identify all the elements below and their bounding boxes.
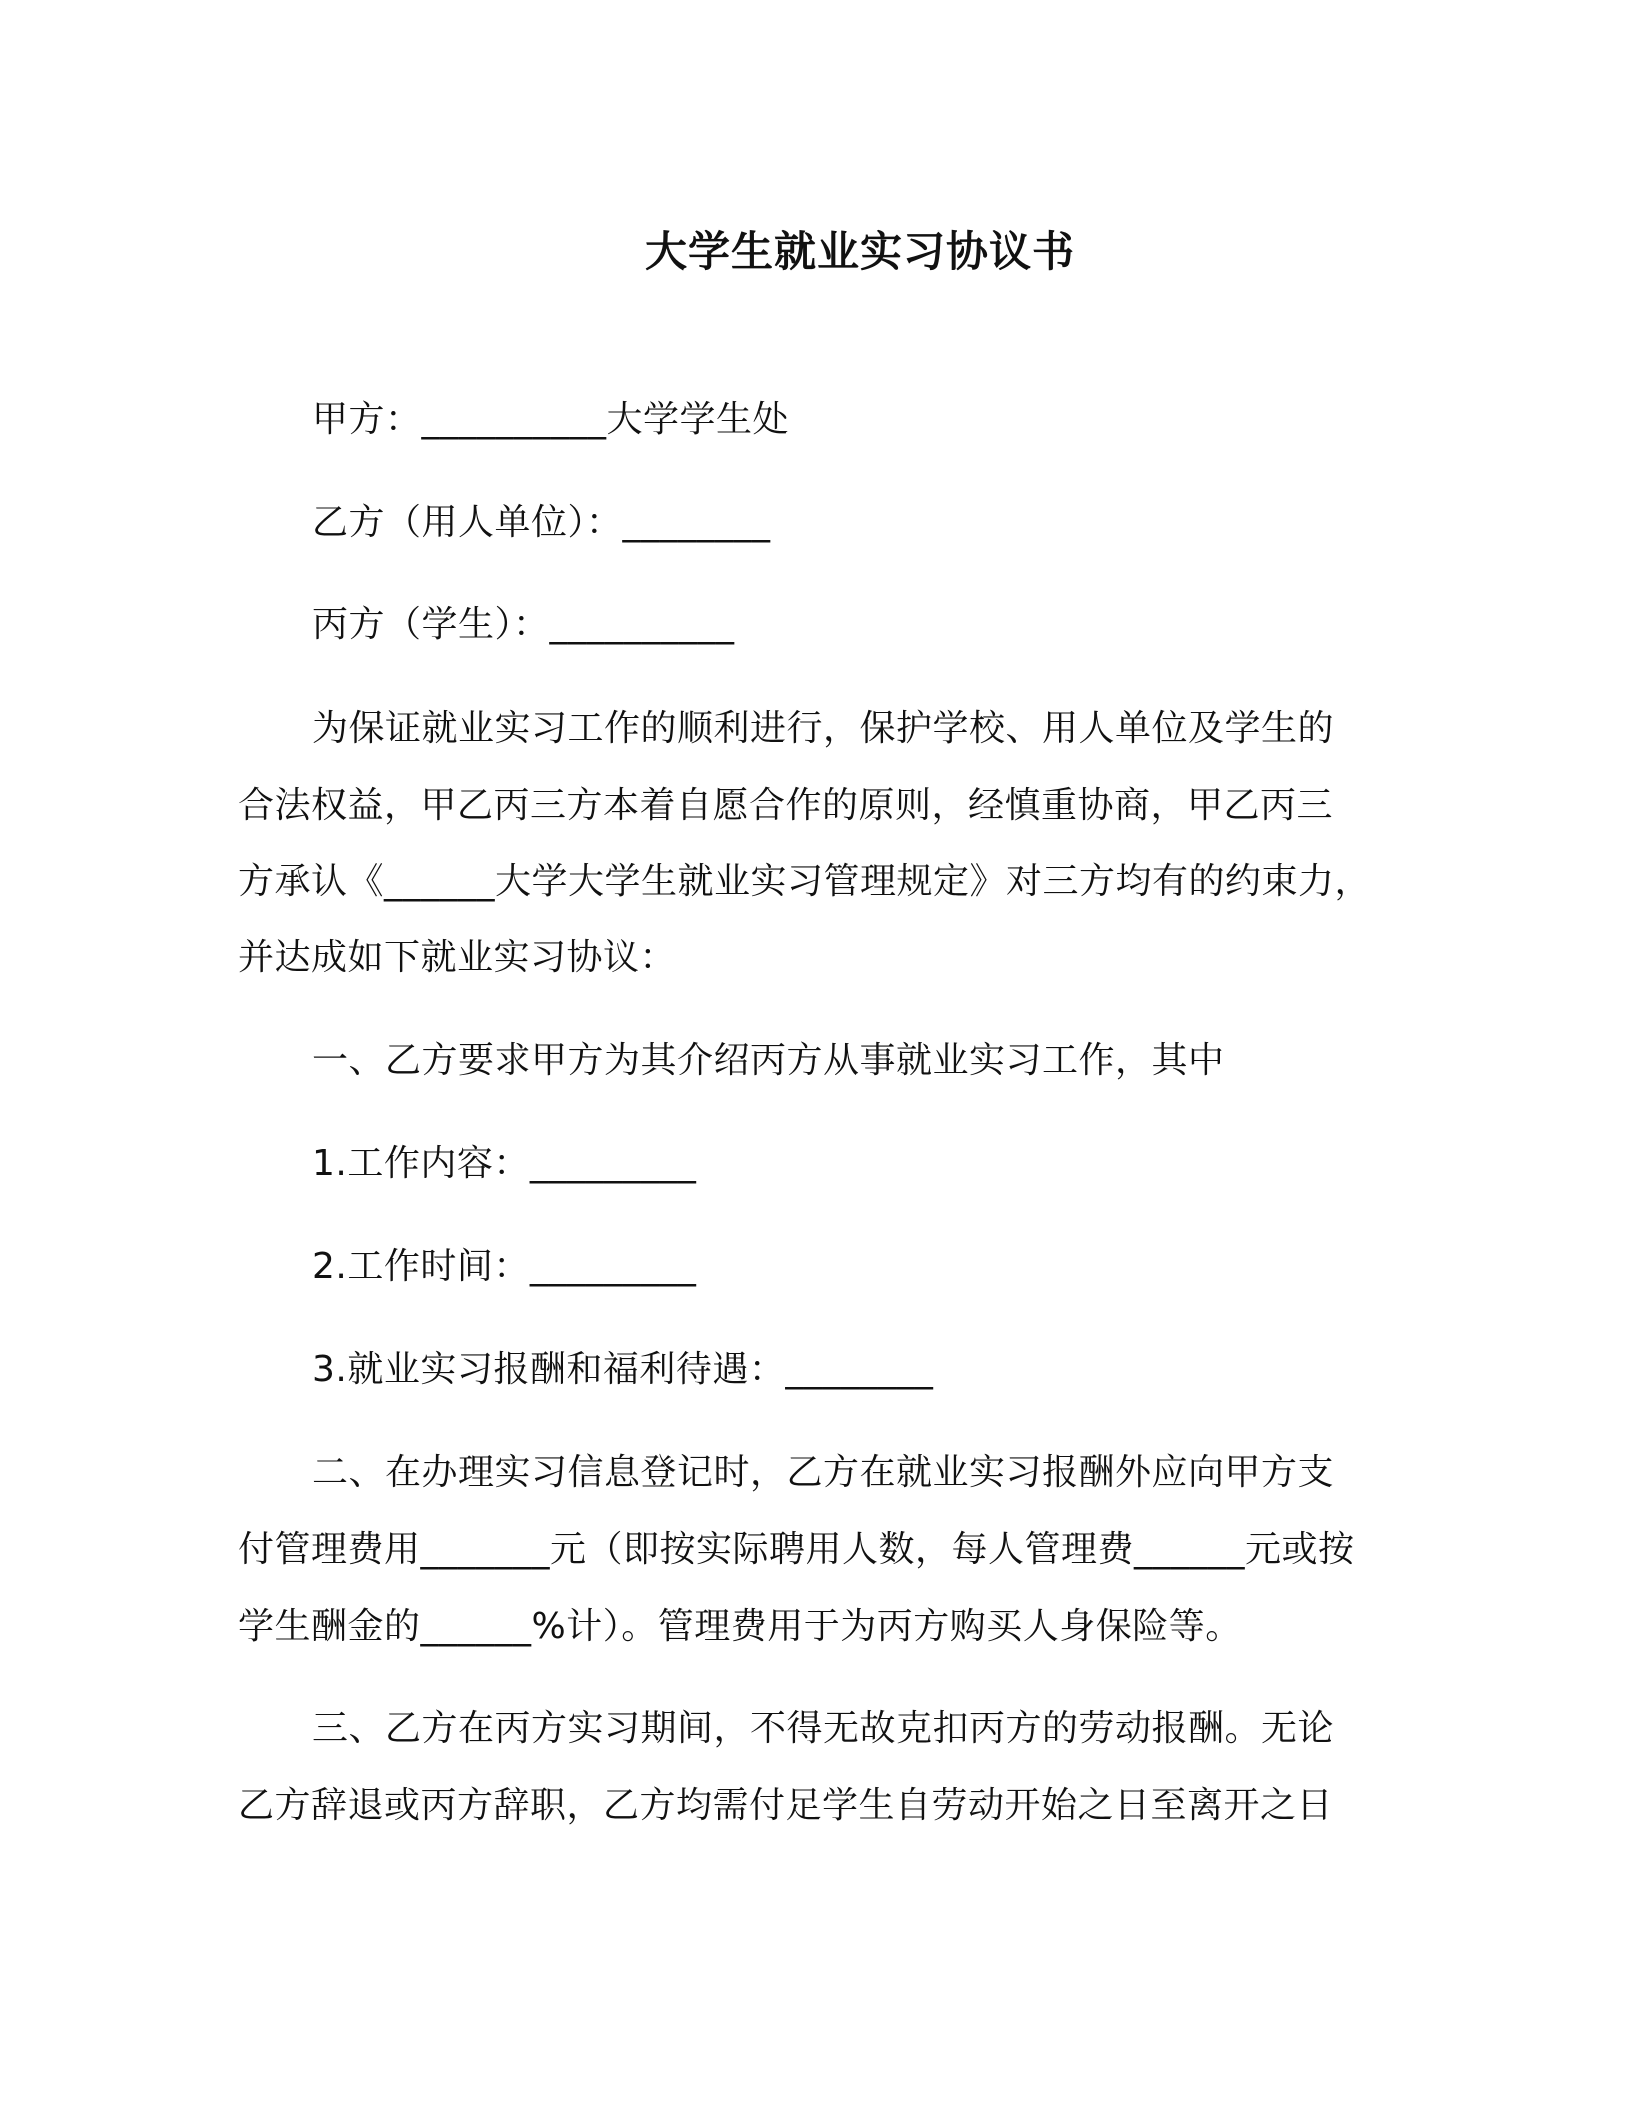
clause-2-line-2: 付管理费用_______元（即按实际聘用人数，每人管理费______元或按 bbox=[238, 1529, 1355, 1570]
preamble-line-1: 为保证就业实习工作的顺利进行，保护学校、用人单位及学生的 bbox=[312, 708, 1335, 749]
clause-1-item-3: 3.就业实习报酬和福利待遇：________ bbox=[312, 1349, 934, 1390]
clause-2-line-3: 学生酬金的______%计）。管理费用于为丙方购买人身保险等。 bbox=[238, 1606, 1242, 1647]
clause-1-heading: 一、乙方要求甲方为其介绍丙方从事就业实习工作，其中 bbox=[312, 1040, 1225, 1081]
preamble-line-2: 合法权益，甲乙丙三方本着自愿合作的原则，经慎重协商，甲乙丙三 bbox=[238, 785, 1334, 826]
clause-3-line-2: 乙方辞退或丙方辞职，乙方均需付足学生自劳动开始之日至离开之日 bbox=[238, 1785, 1334, 1826]
clause-1-item-2: 2.工作时间：_________ bbox=[312, 1246, 697, 1287]
party-b-line: 乙方（用人单位）：________ bbox=[312, 502, 771, 543]
document-title: 大学生就业实习协议书 bbox=[644, 227, 1075, 276]
clause-1-item-1: 1.工作内容：_________ bbox=[312, 1143, 697, 1184]
clause-2-line-1: 二、在办理实习信息登记时，乙方在就业实习报酬外应向甲方支 bbox=[312, 1452, 1335, 1493]
party-a-line: 甲方：__________大学学生处 bbox=[312, 399, 790, 440]
party-c-line: 丙方（学生）：__________ bbox=[312, 604, 735, 645]
clause-3-line-1: 三、乙方在丙方实习期间，不得无故克扣丙方的劳动报酬。无论 bbox=[312, 1708, 1335, 1749]
preamble-line-3: 方承认《______大学大学生就业实习管理规定》对三方均有的约束力， bbox=[238, 861, 1372, 902]
preamble-line-4: 并达成如下就业实习协议： bbox=[238, 937, 677, 978]
